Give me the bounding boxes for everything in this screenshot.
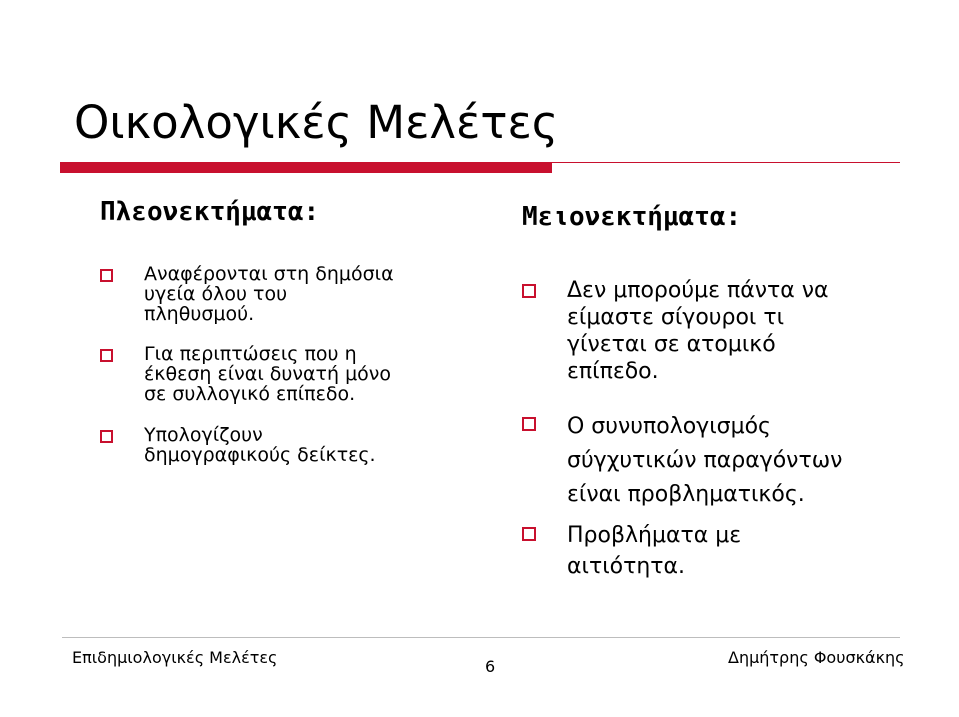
square-bullet-icon (522, 284, 536, 298)
disadvantage-item (522, 520, 741, 582)
advantage-item (100, 264, 394, 324)
title-underline-thin (552, 162, 900, 163)
square-bullet-icon (522, 417, 536, 431)
slide-number: 6 (485, 657, 496, 676)
disadvantage-text: Ο συνυπολογισμός σύγχυτικών παραγόντων είναι προβληματικός. (567, 414, 843, 507)
square-bullet-icon (100, 269, 113, 282)
footer-divider (62, 637, 900, 638)
advantage-item (100, 344, 391, 404)
title-underline-thick (60, 162, 552, 173)
advantage-text: Αναφέρονται στη δημόσια υγεία όλου του πληθυσμού. (144, 263, 394, 325)
footer-author: Δημήτρης Φουσκάκης (728, 648, 905, 667)
slide-title: Οικολογικές Μελέτες (74, 96, 559, 149)
advantages-heading: Πλεονεκτήματα: (100, 197, 320, 227)
square-bullet-icon (522, 527, 536, 541)
disadvantages-heading: Μειονεκτήματα: (522, 202, 742, 232)
square-bullet-icon (100, 430, 113, 443)
square-bullet-icon (100, 349, 113, 362)
advantage-item (100, 425, 376, 465)
advantage-text: Υπολογίζουν δημογραφικούς δείκτες. (144, 424, 376, 466)
title-underline (60, 158, 900, 174)
disadvantage-text: Προβλήματα με αιτιότητα. (567, 523, 742, 579)
footer-course-title: Επιδημιολογικές Μελέτες (72, 648, 278, 667)
disadvantage-item (522, 277, 829, 385)
disadvantage-text: Δεν μπορούμε πάντα να είμαστε σίγουροι τι γίνεται σε ατομικό επίπεδο. (567, 278, 829, 384)
disadvantage-item (522, 410, 842, 512)
advantage-text: Για περιπτώσεις που η έκθεση είναι δυνατή μόνο σε συλλογικό επίπεδο. (144, 343, 392, 405)
